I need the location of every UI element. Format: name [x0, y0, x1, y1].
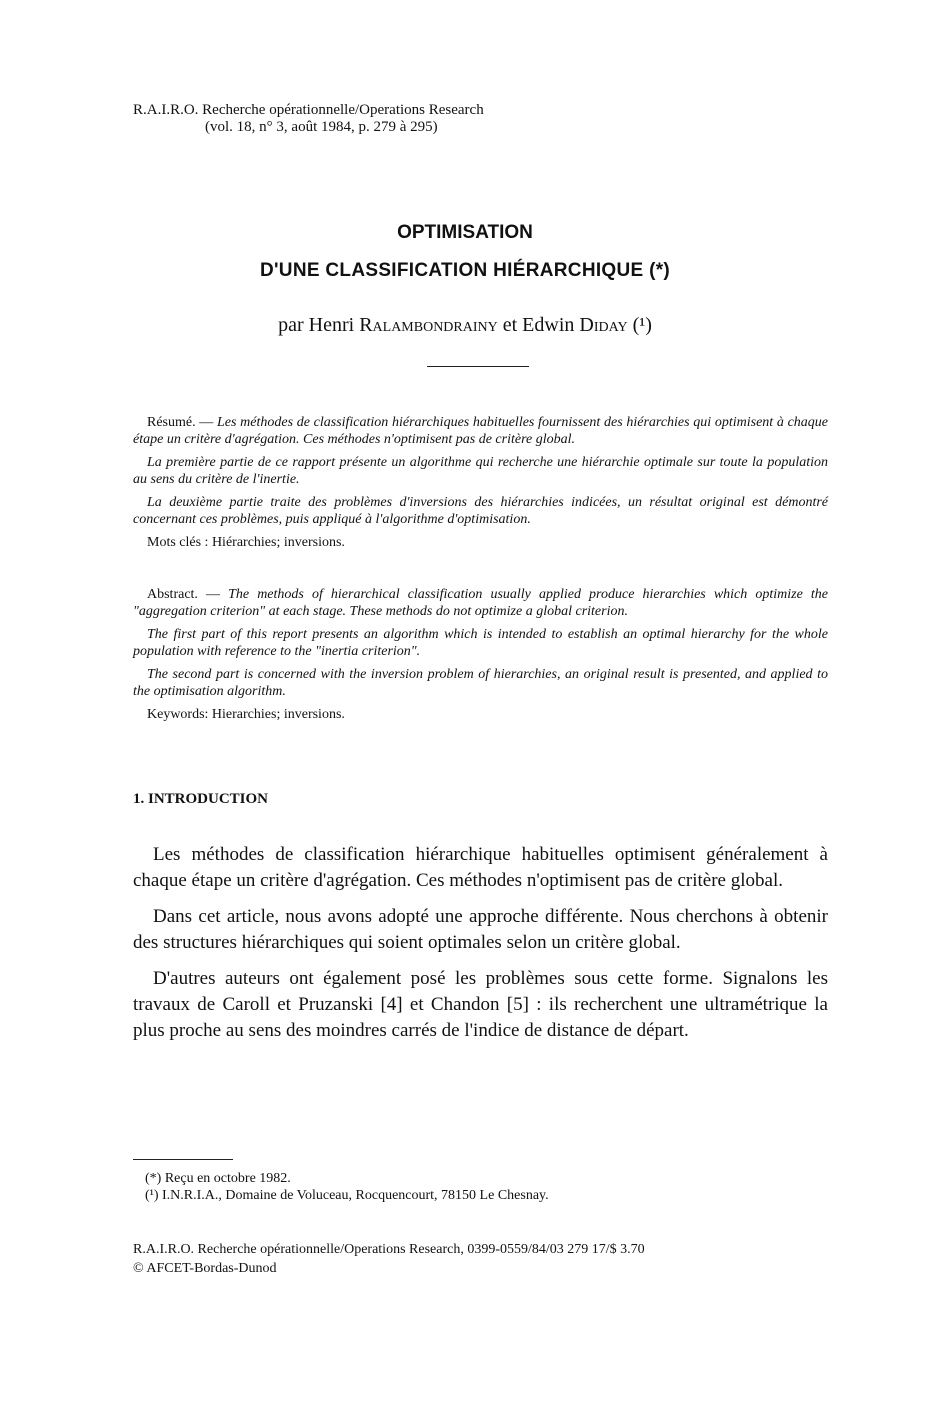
abstract-p3: The second part is concerned with the inversion problem of hierarchies, an original result is presented, and applied to the optimisation algorithm. [133, 667, 828, 699]
footer-line-2: © AFCET-Bordas-Dunod [133, 1261, 277, 1276]
author-2: Diday [579, 314, 628, 336]
journal-line-2: (vol. 18, n° 3, août 1984, p. 279 à 295) [205, 119, 438, 135]
footer-line-1: R.A.I.R.O. Recherche opérationnelle/Operations Research, 0399-0559/84/03 279 17/$ 3.70 [133, 1242, 645, 1257]
footnotes [133, 1170, 549, 1204]
body-paragraph-2: Dans cet article, nous avons adopté une approche différente. Nous cherchons à obtenir des structures hiérarchiques qui soient optimales selon un critère global. [133, 906, 828, 953]
section-heading: 1. INTRODUCTION [133, 791, 269, 807]
abstract-block [133, 586, 828, 729]
resume-p1: Les méthodes de classification hiérarchiques habituelles fournissent des hiérarchies qui optimisent à chaque étape un critère d'agrégation. Ces méthodes n'optimisent pas de critère global. [133, 415, 829, 447]
resume-p3: La deuxième partie traite des problèmes d'inversions des hiérarchies indicées, un résultat original est démontré concernant ces problèmes, puis appliqué à l'algorithme d'optimisation. [133, 495, 828, 527]
body-paragraph-1: Les méthodes de classification hiérarchique habituelles optimisent généralement à chaque étape un critère d'agrégation. Ces méthodes n'optimisent pas de critère global. [133, 844, 828, 891]
authors-prefix: par Henri [278, 314, 355, 336]
abstract-keywords: Keywords: Hierarchies; inversions. [147, 707, 345, 722]
resume-label: Résumé. — [147, 415, 214, 430]
resume-p2: La première partie de ce rapport présente un algorithme qui recherche une hiérarchie optimale sur toute la population au sens du critère de l'inertie. [133, 455, 828, 487]
author-1: Ralambondrainy [359, 314, 498, 336]
resume-keywords: Mots clés : Hiérarchies; inversions. [147, 535, 345, 550]
authors-conj: et Edwin [502, 314, 575, 336]
abstract-p1: The methods of hierarchical classification usually applied produce hierarchies which optimize the "aggregation criterion" at each stage. These methods do not optimize a global criterion. [133, 587, 828, 619]
footnote-1: (*) Reçu en octobre 1982. [145, 1171, 291, 1186]
title-line-2: D'UNE CLASSIFICATION HIÉRARCHIQUE (*) [259, 260, 671, 281]
abstract-p2: The first part of this report presents an algorithm which is intended to establish an optimal hierarchy for the whole population with reference to the "inertia criterion". [133, 627, 828, 659]
body-paragraph-3: D'autres auteurs ont également posé les problèmes sous cette forme. Signalons les travaux de Caroll et Pruzanski [4] et Chandon [5] : ils recherchent une ultramétrique la plus proche au sens des moindres carrés de l'indice de distance de départ. [133, 968, 828, 1041]
journal-header [133, 102, 484, 136]
body-text [133, 842, 828, 1054]
authors-note: (¹) [632, 314, 652, 336]
authors [0, 314, 930, 337]
footnote-2: (¹) I.N.R.I.A., Domaine de Voluceau, Rocquencourt, 78150 Le Chesnay. [145, 1188, 549, 1203]
journal-line-1: R.A.I.R.O. Recherche opérationnelle/Operations Research [133, 102, 484, 118]
footnote-rule [133, 1159, 233, 1160]
abstract-label: Abstract. — [147, 587, 221, 602]
title-separator [427, 366, 529, 367]
resume-block [133, 414, 828, 557]
page-footer [133, 1240, 645, 1278]
title-line-1: OPTIMISATION [397, 222, 533, 243]
